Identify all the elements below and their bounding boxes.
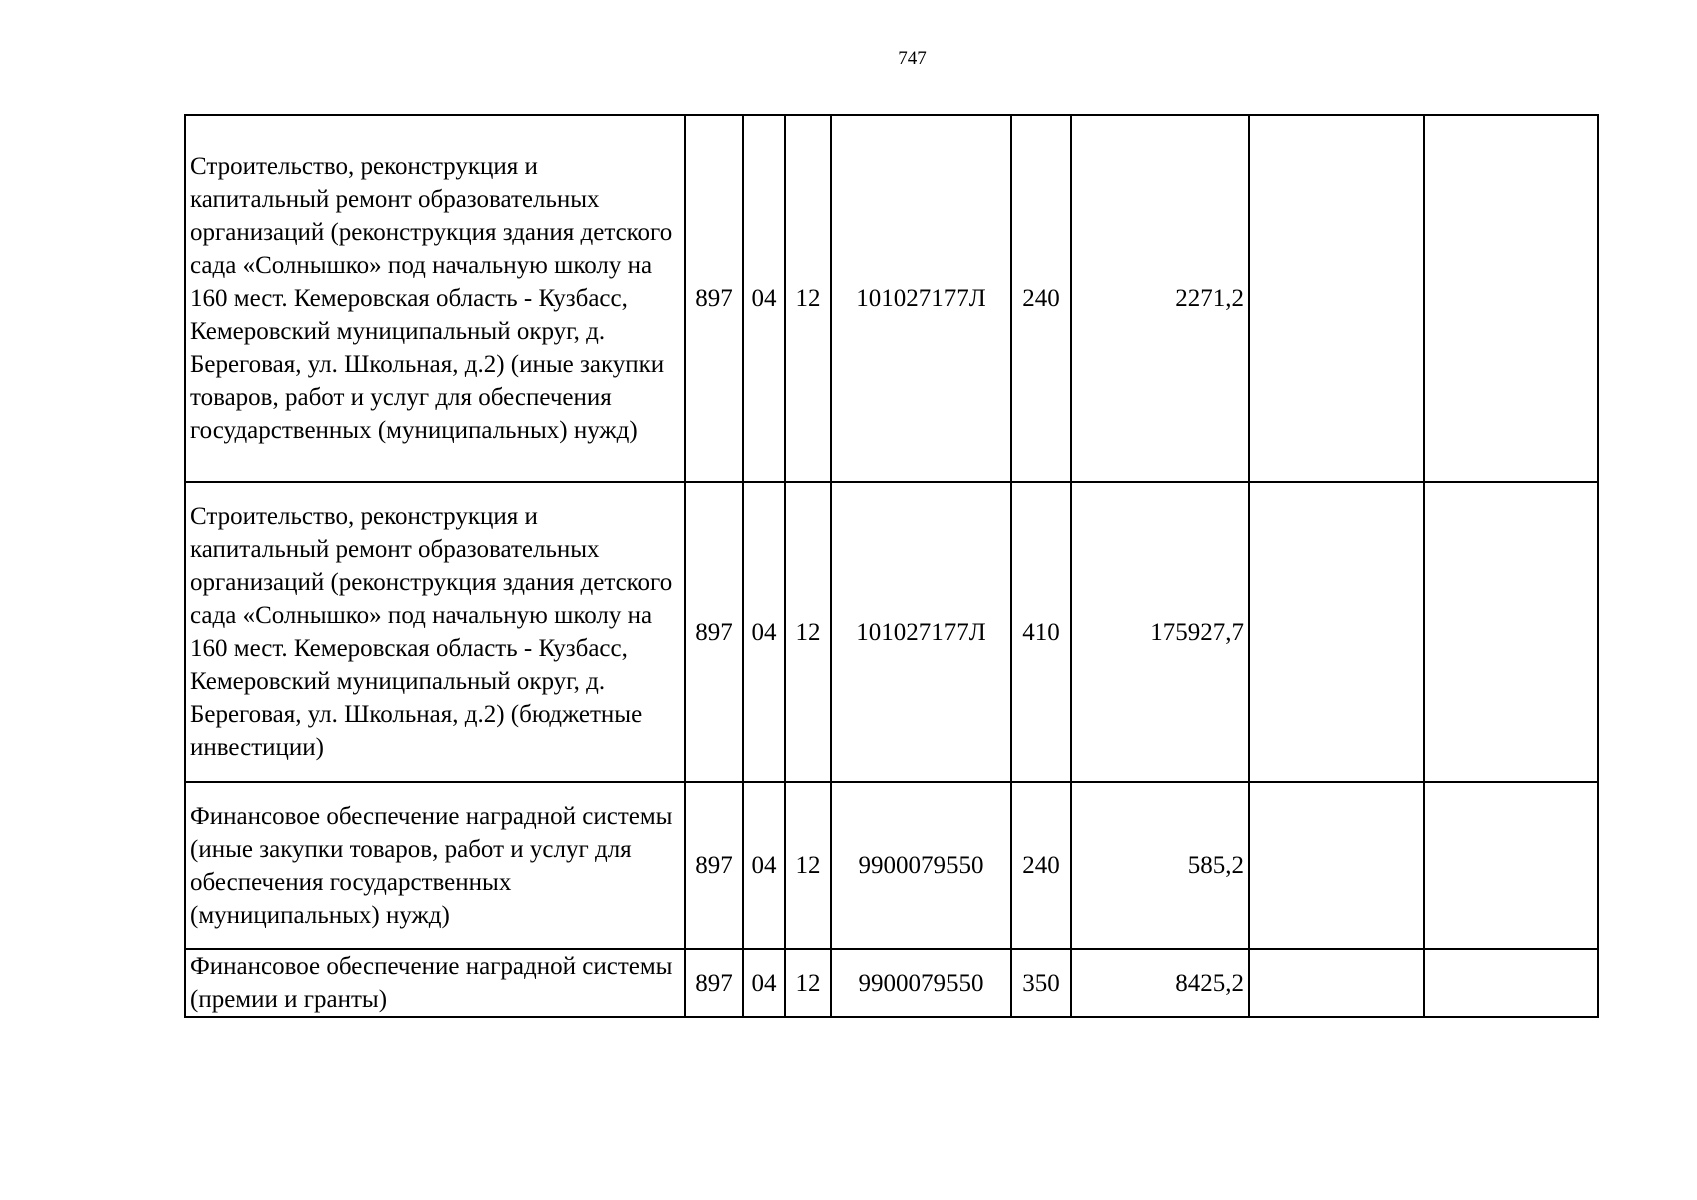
table-row (185, 782, 1598, 949)
row-description: Строительство, реконструкция и капитальный ремонт образовательных организаций (реконструкция здания детского сада «Солнышко» под начальную школу на 160 мест. Кемеровская область - Кузбасс, Кемеровский муниципальный округ, д. Береговая, ул. Школьная, д.2) (бюджетные инвестиции) (185, 482, 685, 782)
target-article-code: 101027177Л (831, 482, 1011, 782)
amount-cell-2 (1249, 115, 1424, 482)
amount-cell-2 (1249, 482, 1424, 782)
section-code: 04 (743, 482, 785, 782)
table-row (185, 949, 1598, 1017)
subsection-code: 12 (785, 949, 831, 1017)
amount-cell-3 (1424, 949, 1598, 1017)
ministry-code: 897 (685, 482, 743, 782)
amount-cell-2 (1249, 782, 1424, 949)
expense-type-code: 350 (1011, 949, 1071, 1017)
row-description: Финансовое обеспечение наградной системы (иные закупки товаров, работ и услуг для обеспечения государственных (муниципальных) нужд) (185, 782, 685, 949)
ministry-code: 897 (685, 949, 743, 1017)
amount-cell: 585,2 (1071, 782, 1249, 949)
section-code: 04 (743, 949, 785, 1017)
amount-cell: 175927,7 (1071, 482, 1249, 782)
page-number: 747 (898, 48, 927, 69)
target-article-code: 101027177Л (831, 115, 1011, 482)
amount-cell-3 (1424, 115, 1598, 482)
section-code: 04 (743, 115, 785, 482)
expense-type-code: 240 (1011, 782, 1071, 949)
amount-cell-3 (1424, 482, 1598, 782)
amount-cell-2 (1249, 949, 1424, 1017)
table-row (185, 482, 1598, 782)
row-description: Финансовое обеспечение наградной системы (премии и гранты) (185, 949, 685, 1017)
ministry-code: 897 (685, 115, 743, 482)
expense-type-code: 410 (1011, 482, 1071, 782)
target-article-code: 9900079550 (831, 782, 1011, 949)
ministry-code: 897 (685, 782, 743, 949)
subsection-code: 12 (785, 782, 831, 949)
expense-type-code: 240 (1011, 115, 1071, 482)
amount-cell: 8425,2 (1071, 949, 1249, 1017)
row-description: Строительство, реконструкция и капитальный ремонт образовательных организаций (реконструкция здания детского сада «Солнышко» под начальную школу на 160 мест. Кемеровская область - Кузбасс, Кемеровский муниципальный округ, д. Береговая, ул. Школьная, д.2) (иные закупки товаров, работ и услуг для обеспечения государственных (муниципальных) нужд) (185, 115, 685, 482)
subsection-code: 12 (785, 115, 831, 482)
amount-cell: 2271,2 (1071, 115, 1249, 482)
target-article-code: 9900079550 (831, 949, 1011, 1017)
budget-table (184, 114, 1599, 1018)
table-row (185, 115, 1598, 482)
subsection-code: 12 (785, 482, 831, 782)
section-code: 04 (743, 782, 785, 949)
amount-cell-3 (1424, 782, 1598, 949)
